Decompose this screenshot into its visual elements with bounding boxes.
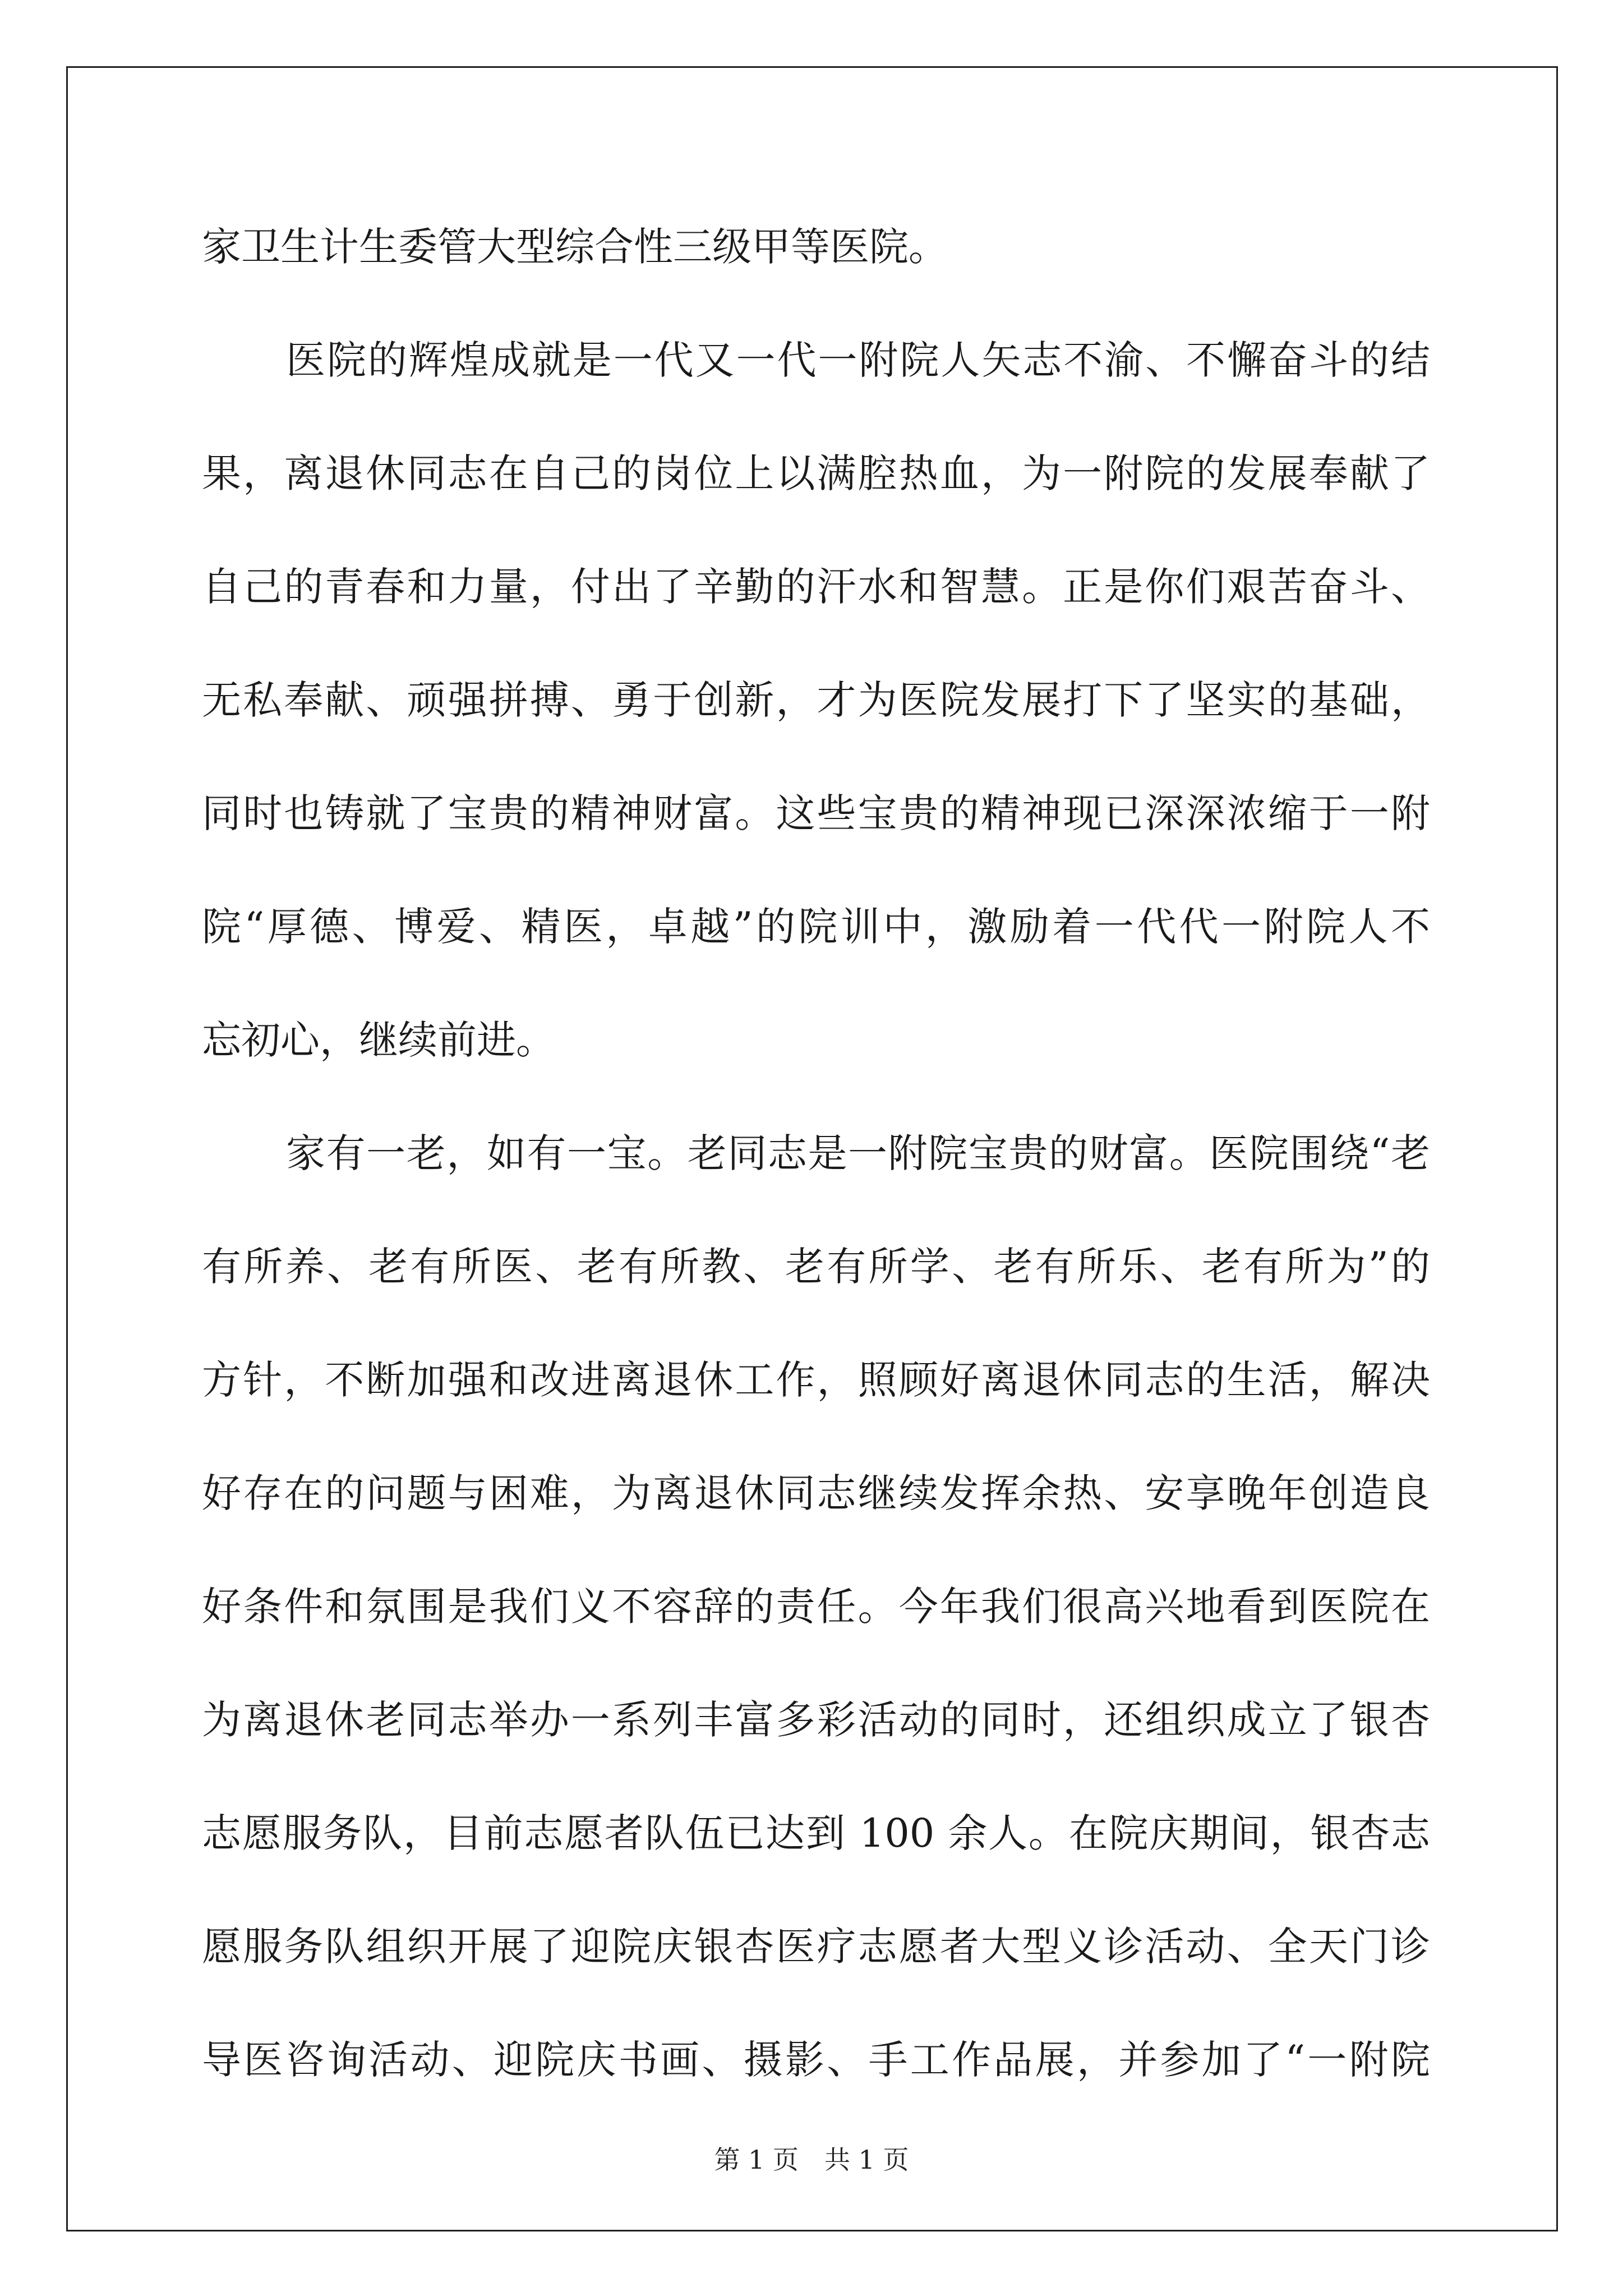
text-line: 导医咨询活动、迎院庆书画、摄影、手工作品展，并参加了“一附院 (202, 2037, 1430, 2083)
text-line: 家卫生计生委管大型综合性三级甲等医院。 (202, 224, 948, 270)
text-line: 自己的青春和力量，付出了辛勤的汗水和智慧。正是你们艰苦奋斗、 (202, 564, 1430, 610)
text-line: 好条件和氛围是我们义不容辞的责任。今年我们很高兴地看到医院在 (202, 1584, 1430, 1630)
text-line: 好存在的问题与困难，为离退休同志继续发挥余热、安享晚年创造良 (202, 1470, 1430, 1516)
text-line: 愿服务队组织开展了迎院庆银杏医疗志愿者大型义诊活动、全天门诊 (202, 1924, 1430, 1970)
text-line: 有所养、老有所医、老有所教、老有所学、老有所乐、老有所为”的 (202, 1244, 1430, 1290)
paragraph-first-line: 家有一老，如有一宝。老同志是一附院宝贵的财富。医院围绕“老 (286, 1130, 1430, 1176)
text-line: 同时也铸就了宝贵的精神财富。这些宝贵的精神现已深深浓缩于一附 (202, 790, 1430, 836)
paragraph-first-line: 医院的辉煌成就是一代又一代一附院人矢志不渝、不懈奋斗的结 (286, 337, 1430, 383)
page-number-footer: 第 1 页 共 1 页 (714, 2145, 909, 2175)
text-line: 院“厚德、博爱、精医，卓越”的院训中，激励着一代代一附院人不 (202, 904, 1430, 950)
text-line: 忘初心，继续前进。 (202, 1017, 555, 1063)
text-line: 果，离退休同志在自己的岗位上以满腔热血，为一附院的发展奉献了 (202, 450, 1430, 496)
text-line: 方针，不断加强和改进离退休工作，照顾好离退休同志的生活，解决 (202, 1357, 1430, 1403)
text-line: 为离退休老同志举办一系列丰富多彩活动的同时，还组织成立了银杏 (202, 1697, 1430, 1743)
text-line: 志愿服务队，目前志愿者队伍已达到 100 余人。在院庆期间，银杏志 (202, 1810, 1430, 1856)
text-line: 无私奉献、顽强拼搏、勇于创新，才为医院发展打下了坚实的基础， (202, 677, 1430, 723)
